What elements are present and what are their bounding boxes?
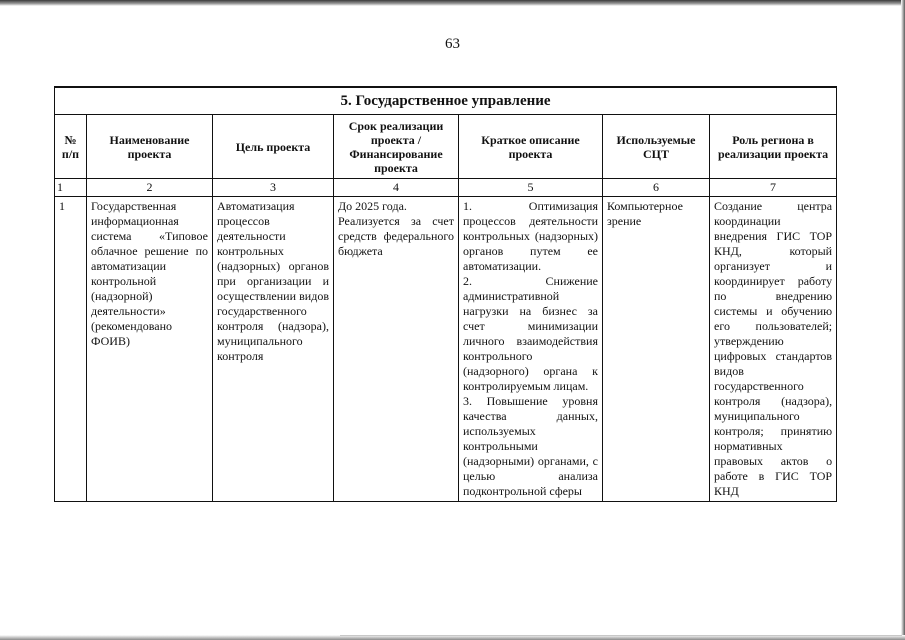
row-number: 1	[55, 197, 87, 502]
column-number: 3	[213, 179, 334, 197]
header-project-name: Наименование проекта	[87, 115, 213, 179]
section-title: 5. Государственное управление	[55, 87, 837, 115]
project-term-cell: До 2025 года. Реализуется за счет средств федерального бюджета	[334, 197, 459, 502]
region-role-cell: Создание центра координации внедрения ГИС ТОР КНД, который организует и координирует работу по внедрению системы и обучению его пользователей; утверждению цифровых стандартов видов государственного контроля (надзора), муниципального контроля; принятию нормативных правовых актов о работе в ГИС ТОР КНД	[710, 197, 837, 502]
header-technologies: Используемые СЦТ	[603, 115, 710, 179]
scan-edge-right	[901, 0, 905, 640]
scan-line-bottom	[340, 635, 902, 636]
technologies-cell: Компьютерное зрение	[603, 197, 710, 502]
project-description-cell: 1. Оптимизация процессов деятельности контрольных (надзорных) органов путем ее автоматизации. 2. Снижение административной нагрузки на бизнес за счет минимизации личного взаимодействия контрольного (надзорного) органа к контролируемым лицам. 3. Повышение уровня качества данных, используемых контрольными (надзорными) органами, с целью анализа подконтрольной сферы	[459, 197, 603, 502]
table-row	[55, 197, 837, 502]
project-goal-cell: Автоматизация процессов деятельности контрольных (надзорных) органов при организации и осуществлении видов государственного контроля (надзора), муниципального контроля	[213, 197, 334, 502]
column-number: 2	[87, 179, 213, 197]
column-number-row	[55, 179, 837, 197]
column-number: 1	[55, 179, 87, 197]
projects-table	[54, 86, 837, 502]
header-region-role: Роль региона в реализации проекта	[710, 115, 837, 179]
column-number: 6	[603, 179, 710, 197]
page-number: 63	[445, 36, 460, 52]
header-project-goal: Цель проекта	[213, 115, 334, 179]
header-number: № п/п	[55, 115, 87, 179]
project-name-cell: Государственная информационная система «Типовое облачное решение по автоматизации контрольной (надзорной) деятельности» (рекомендовано ФОИВ)	[87, 197, 213, 502]
column-number: 7	[710, 179, 837, 197]
scan-edge-top	[0, 0, 905, 6]
column-number: 5	[459, 179, 603, 197]
column-number: 4	[334, 179, 459, 197]
header-project-description: Краткое описание проекта	[459, 115, 603, 179]
header-project-term: Срок реализации проекта / Финансирование проекта	[334, 115, 459, 179]
